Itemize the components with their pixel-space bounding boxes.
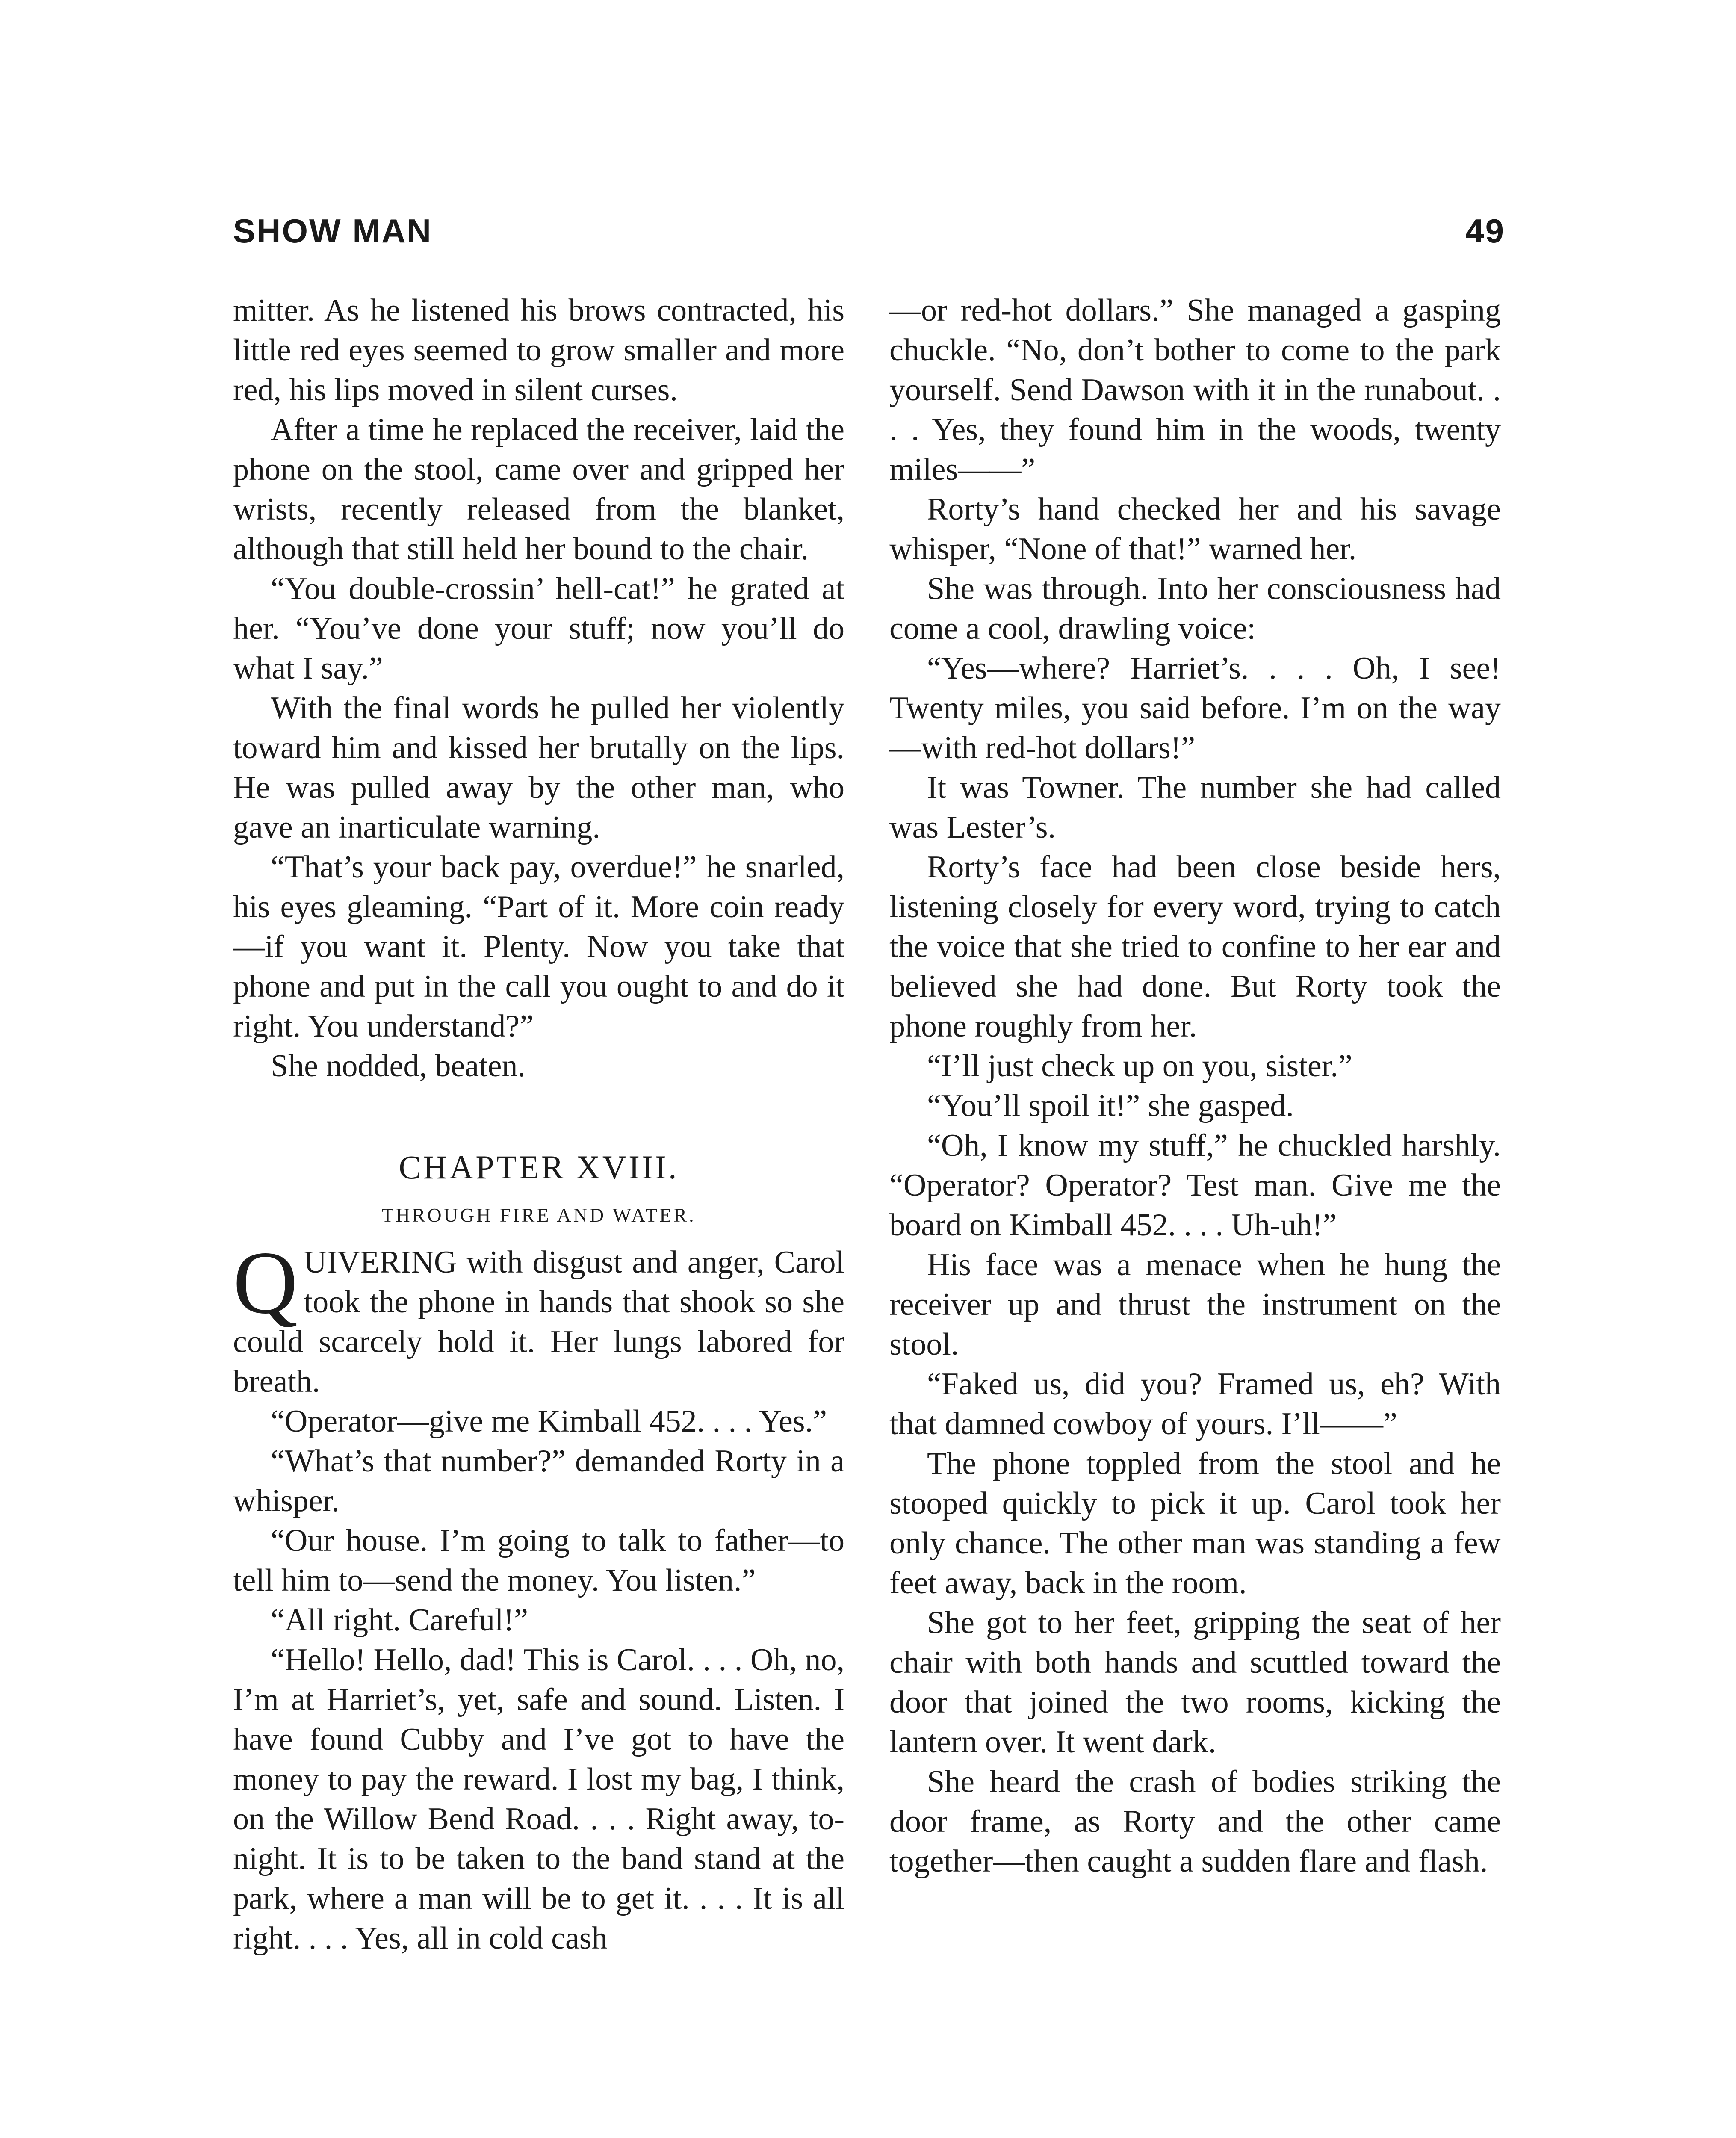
opening-text: UIVERING with disgust and anger, Carol took the phone in hands that shook so she could scarcely hold it. Her lungs labored for breath. bbox=[233, 1245, 844, 1399]
paragraph: “That’s your back pay, overdue!” he snarled, his eyes gleaming. “Part of it. More coin ready—if you want it. Plenty. Now you take that phone and put in the call you ought to and do it right. You understand?” bbox=[233, 850, 844, 1044]
paragraph: “Oh, I know my stuff,” he chuckled harshly. “Operator? Operator? Test man. Give me the board on Kimball 452. . . . Uh-uh!” bbox=[889, 1128, 1501, 1243]
paragraph: “All right. Careful!” bbox=[271, 1603, 528, 1638]
paragraph: mitter. As he listened his brows contracted, his little red eyes seemed to grow smaller and more red, his lips moved in silent curses. bbox=[233, 293, 844, 408]
paragraph: With the final words he pulled her violently toward him and kissed her brutally on the lips. He was pulled away by the other man, who gave an inarticulate warning. bbox=[233, 691, 844, 845]
left-column bbox=[233, 291, 844, 2138]
page-number: 49 bbox=[1465, 212, 1505, 250]
paragraph: “Yes—where? Harriet’s. . . . Oh, I see! Twenty miles, you said before. I’m on the way—with red-hot dollars!” bbox=[889, 651, 1501, 765]
paragraph: Rorty’s hand checked her and his savage whisper, “None of that!” warned her. bbox=[889, 492, 1501, 567]
paragraph: She was through. Into her consciousness had come a cool, drawling voice: bbox=[889, 571, 1501, 646]
paragraph: “What’s that number?” demanded Rorty in a whisper. bbox=[233, 1444, 844, 1518]
page-header bbox=[233, 212, 1505, 259]
paragraph: She heard the crash of bodies striking the door frame, as Rorty and the other came together—then caught a sudden flare and flash. bbox=[889, 1764, 1501, 1879]
paragraph: The phone toppled from the stool and he stooped quickly to pick it up. Carol took her only chance. The other man was standing a few feet away, back in the room. bbox=[889, 1446, 1501, 1601]
paragraph: “Faked us, did you? Framed us, eh? With that damned cowboy of yours. I’ll——” bbox=[889, 1367, 1501, 1441]
paragraph: “You’ll spoil it!” she gasped. bbox=[927, 1088, 1294, 1123]
paragraph: She got to her feet, gripping the seat of her chair with both hands and scuttled toward the door that joined the two rooms, kicking the lantern over. It went dark. bbox=[889, 1605, 1501, 1760]
chapter-title: CHAPTER XVIII. bbox=[399, 1149, 679, 1186]
paragraph: —or red-hot dollars.” She managed a gasping chuckle. “No, don’t bother to come to the park yourself. Send Dawson with it in the runabout. . . . Yes, they found him in the woods, twenty miles——” bbox=[889, 293, 1501, 487]
chapter-subtitle: THROUGH FIRE AND WATER. bbox=[381, 1204, 696, 1226]
opening-paragraph bbox=[233, 1233, 844, 1402]
paragraph: “Hello! Hello, dad! This is Carol. . . . Oh, no, I’m at Harriet’s, yet, safe and sound. Listen. I have found Cubby and I’ve got to have the money to pay the reward. I lost my bag, I think, on the Willow Bend Road. . . . Right away, to-night. It is to be taken to the band stand at the park, where a man will be to get it. . . . It is all right. . . . Yes, all in cold cash bbox=[233, 1642, 844, 1956]
paragraph: “I’ll just check up on you, sister.” bbox=[927, 1048, 1352, 1084]
running-title: SHOW MAN bbox=[233, 212, 432, 250]
paragraph: His face was a menace when he hung the receiver up and thrust the instrument on the stool. bbox=[889, 1247, 1501, 1362]
paragraph: It was Towner. The number she had called was Lester’s. bbox=[889, 770, 1501, 845]
paragraph: Rorty’s face had been close beside hers, listening closely for every word, trying to catch the voice that she tried to confine to her ear and believed she had done. But Rorty took the phone roughly from her. bbox=[889, 850, 1501, 1044]
right-column bbox=[889, 291, 1501, 2138]
paragraph: “Operator—give me Kimball 452. . . . Yes.” bbox=[271, 1404, 827, 1439]
drop-cap: Q bbox=[233, 1233, 298, 1332]
paragraph: After a time he replaced the receiver, laid the phone on the stool, came over and gripped her wrists, recently released from the blanket, although that still held her bound to the chair. bbox=[233, 412, 844, 567]
paragraph: “Our house. I’m going to talk to father—to tell him to—send the money. You listen.” bbox=[233, 1523, 844, 1598]
paragraph: She nodded, beaten. bbox=[271, 1048, 526, 1084]
paragraph: “You double-crossin’ hell-cat!” he grated at her. “You’ve done your stuff; now you’ll do what I say.” bbox=[233, 571, 844, 686]
